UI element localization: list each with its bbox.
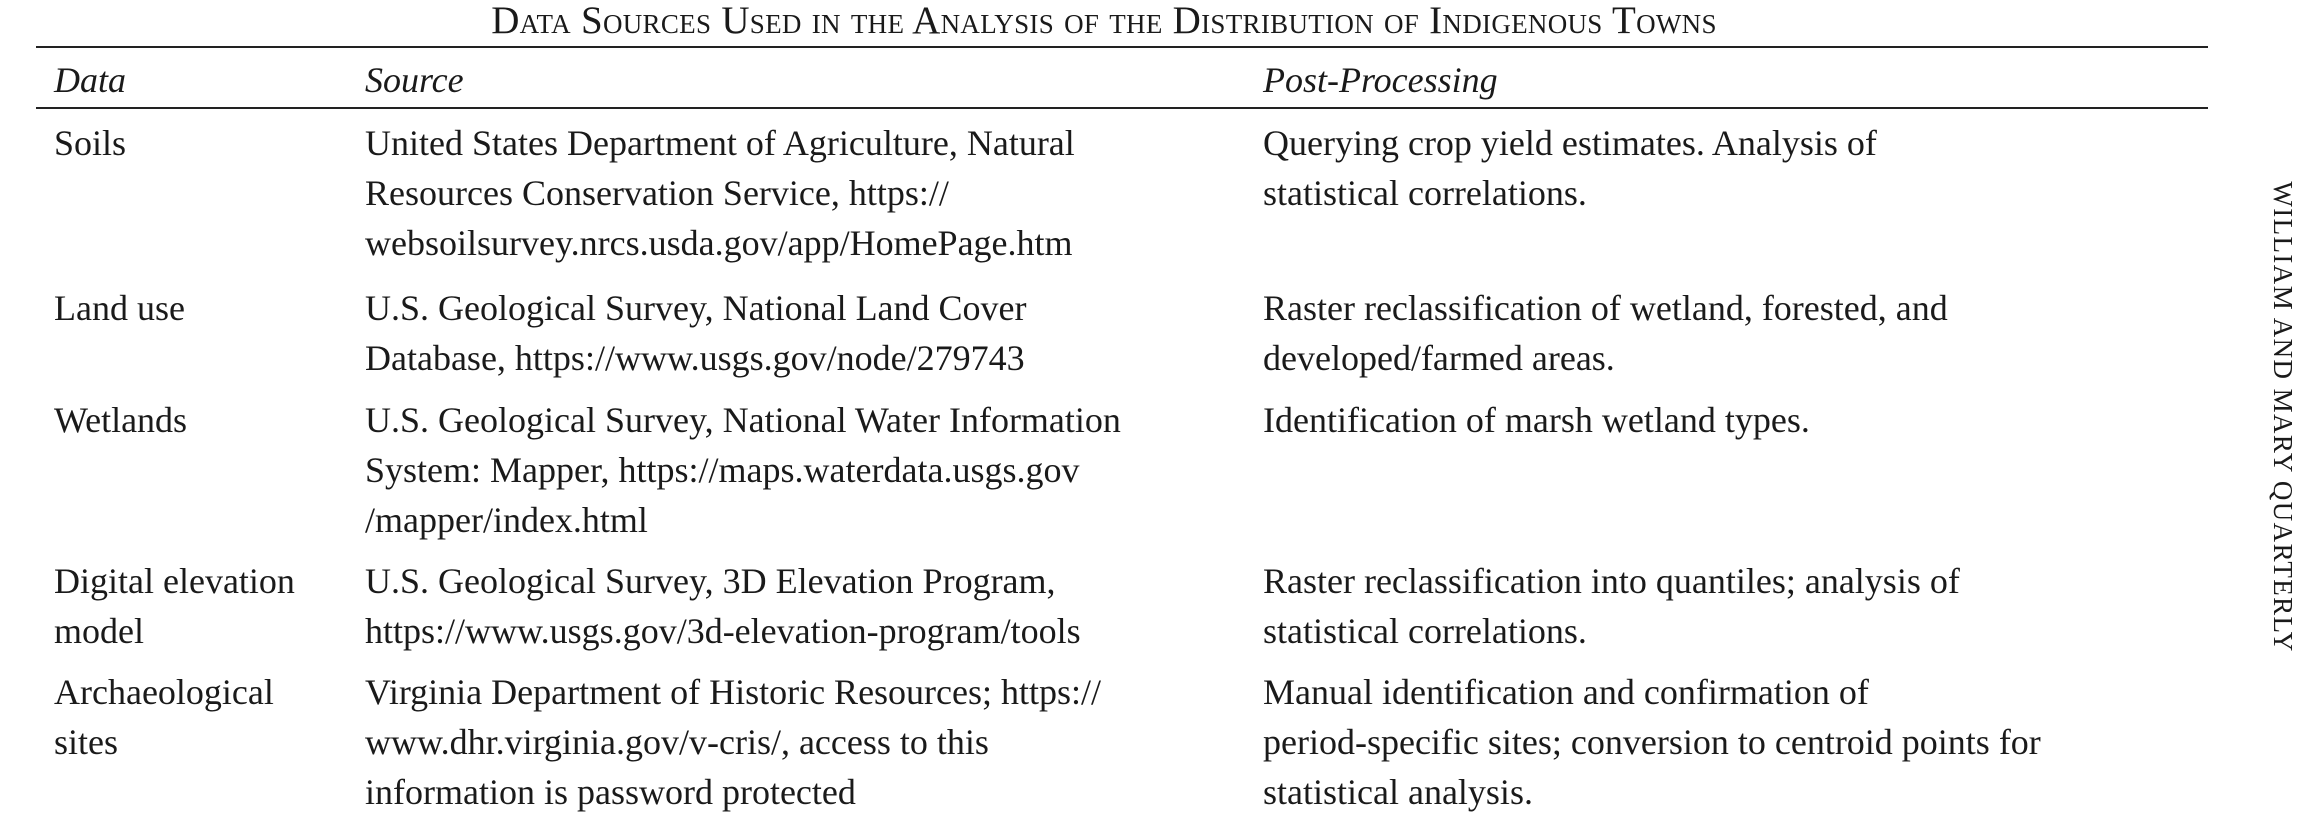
table-row-dem-data-line-2: model — [54, 611, 144, 651]
table-row-archaeological-post-line-3: statistical analysis. — [1263, 772, 1533, 812]
table-row-land-use-source-line-1: U.S. Geological Survey, National Land Cover — [365, 288, 1027, 328]
table-row-dem-source-line-2: https://www.usgs.gov/3d-elevation-program/tools — [365, 611, 1081, 651]
table-row-archaeological-data-line-2: sites — [54, 722, 119, 762]
table-row-wetlands-source-line-1: U.S. Geological Survey, National Water Information — [365, 400, 1121, 440]
table-row-archaeological-data-line-1: Archaeological — [54, 672, 274, 712]
table-row-dem-post-line-1: Raster reclassification into quantiles; analysis of — [1263, 561, 1960, 601]
column-header-data: Data — [54, 60, 126, 100]
table-title: Data Sources Used in the Analysis of the Distribution of Indigenous Towns — [491, 0, 1717, 42]
table-row-archaeological-source-line-3: information is password protected — [365, 772, 856, 812]
table-row-dem-post-line-2: statistical correlations. — [1263, 611, 1587, 651]
column-header-source: Source — [365, 60, 464, 100]
table-row-soils-data: Soils — [54, 123, 127, 163]
table-row-land-use-post-line-2: developed/farmed areas. — [1263, 338, 1615, 378]
table-row-land-use-data: Land use — [54, 288, 185, 328]
top-rule — [36, 46, 2208, 48]
table-row-archaeological-source-line-1: Virginia Department of Historic Resources; https:// — [365, 672, 1102, 712]
table-row-wetlands-post-line-1: Identification of marsh wetland types. — [1263, 400, 1810, 440]
table-row-dem-data-line-1: Digital elevation — [54, 561, 295, 601]
table-row-archaeological-source-line-2: www.dhr.virginia.gov/v-cris/, access to this — [365, 722, 989, 762]
table-row-wetlands-source-line-2: System: Mapper, https://maps.waterdata.usgs.gov — [365, 450, 1080, 490]
table-row-soils-post-line-2: statistical correlations. — [1263, 173, 1587, 213]
header-rule — [36, 107, 2208, 109]
table-row-soils-source-line-3: websoilsurvey.nrcs.usda.gov/app/HomePage.htm — [365, 223, 1073, 263]
table-row-wetlands-data: Wetlands — [54, 400, 188, 440]
table-row-soils-source-line-2: Resources Conservation Service, https:// — [365, 173, 949, 213]
column-header-post-processing: Post-Processing — [1263, 60, 1498, 100]
running-head: WILLIAM AND MARY QUARTERLY — [2268, 181, 2298, 653]
table-row-wetlands-source-line-3: /mapper/index.html — [365, 500, 648, 540]
table-row-dem-source-line-1: U.S. Geological Survey, 3D Elevation Program, — [365, 561, 1056, 601]
table-row-soils-post-line-1: Querying crop yield estimates. Analysis of — [1263, 123, 1877, 163]
table-row-archaeological-post-line-2: period-specific sites; conversion to centroid points for — [1263, 722, 2041, 762]
table-row-archaeological-post-line-1: Manual identification and confirmation of — [1263, 672, 1869, 712]
table-row-land-use-source-line-2: Database, https://www.usgs.gov/node/279743 — [365, 338, 1025, 378]
table-row-land-use-post-line-1: Raster reclassification of wetland, forested, and — [1263, 288, 1948, 328]
table-row-soils-source-line-1: United States Department of Agriculture, Natural — [365, 123, 1075, 163]
